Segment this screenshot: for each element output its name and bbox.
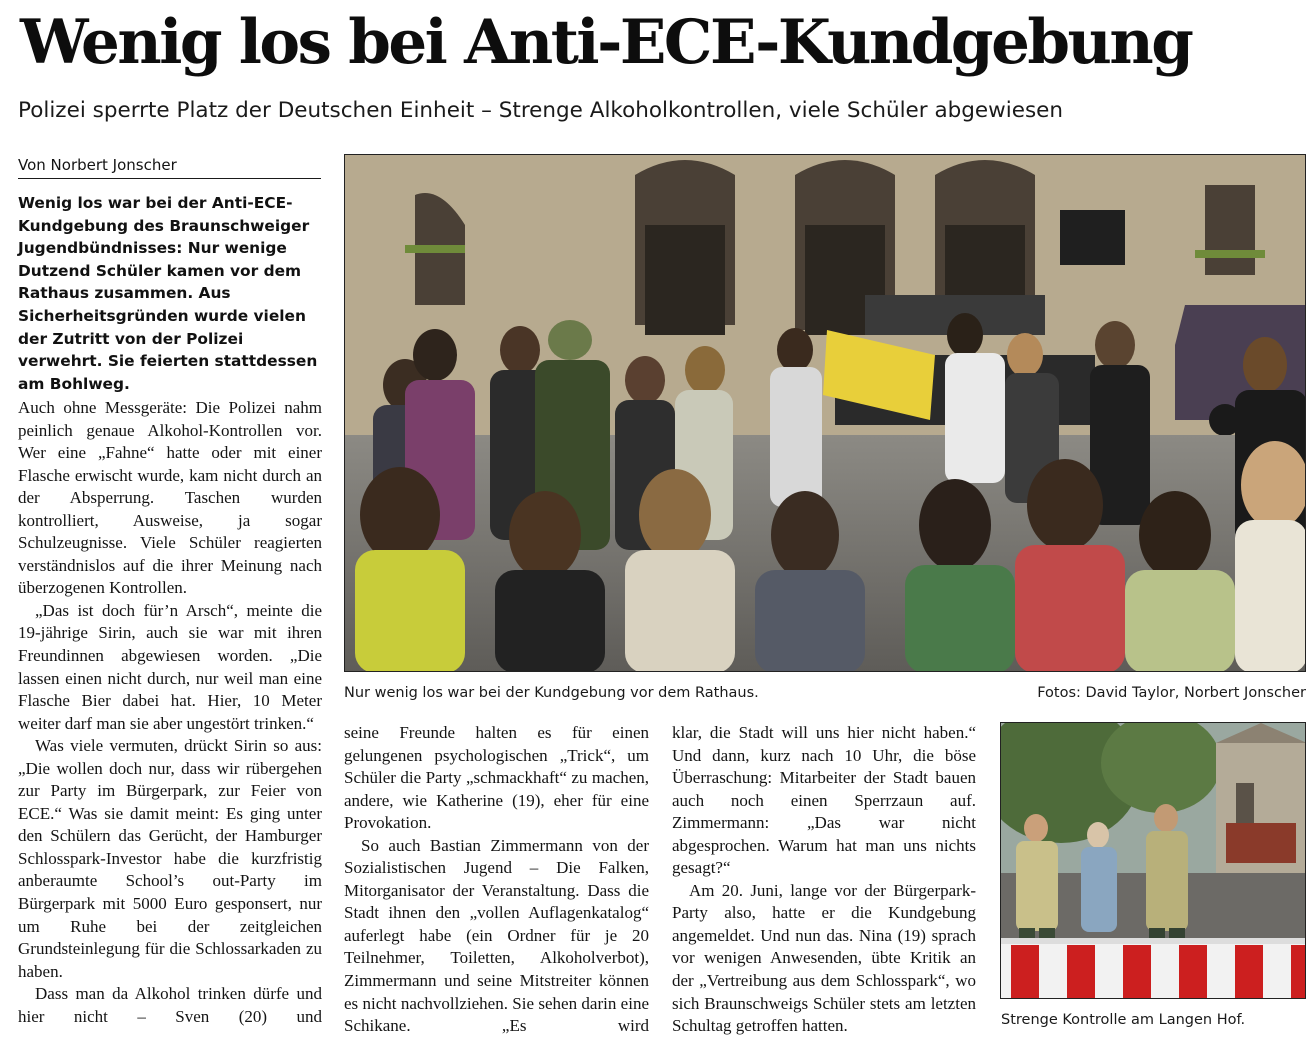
body-column-1 <box>18 397 322 1028</box>
body-paragraph: seine Freunde halten es für einen gelungenen psychologischen „Trick“, um Schüler die Party „schmackhaft“ zu machen, andere, wie Katherine (19), eher für eine Provokation. <box>344 723 649 833</box>
main-photo-caption: Nur wenig los war bei der Kundgebung vor dem Rathaus. <box>344 685 759 701</box>
body-paragraph: Dass man da Alkohol trinken dürfe und hier nicht – Sven (20) und <box>18 984 322 1026</box>
byline: Von Norbert Jonscher <box>18 156 177 174</box>
headline: Wenig los bei Anti-ECE-Kundgebung <box>20 7 1192 78</box>
body-column-2 <box>344 722 649 1038</box>
body-paragraph: Am 20. Juni, lange vor der Bürgerpark-Party also, hatte er die Kundgebung angemeldet. Und nun das. Nina (19) sprach vor wenigen Anwesenden, übte Kritik an der „Vertreibung aus dem Schlosspark“, wo sich Braunschweigs Schüler stets am letzten Schultag getroffen hatten. <box>672 880 976 1036</box>
subheadline: Polizei sperrte Platz der Deutschen Einheit – Strenge Alkoholkontrollen, viele Schüler abgewiesen <box>18 98 1063 123</box>
body-paragraph: „Das ist doch für’n Arsch“, meinte die 19-jährige Sirin, auch sie war mit ihren Freundinnen abgewiesen worden. „Die lassen einen nicht durch, nur weil man eine Flasche Bier dabei hat. Hier, 10 Meter weiter darf man sie aber ungestört trinken.“ <box>18 600 322 733</box>
body-paragraph: Auch ohne Messgeräte: Die Polizei nahm peinlich genaue Alkohol-Kontrollen vor. Wer eine „Fahne“ hatte oder mit einer Flasche erwischt wurde, kam nicht durch an der Absperrung. Taschen wurden kontrolliert, Ausweise, ja sogar Schulzeugnisse. Viele Schüler reagierten verständnislos auf die ihrer Meinung nach überzogenen Kontrollen. <box>18 398 322 598</box>
body-paragraph: klar, die Stadt will uns hier nicht haben.“ Und dann, kurz nach 10 Uhr, die böse Überraschung: Mitarbeiter der Stadt bauen auch noch einen Sperrzaun auf. Zimmermann: „Das war nicht abgesprochen. Warum hat man uns nichts gesagt?“ <box>672 723 976 878</box>
crowd-in-front-of-town-hall-image <box>345 155 1306 672</box>
lead-paragraph: Wenig los war bei der Anti-ECE-Kundgebung des Braunschweiger Jugendbündnisses: Nur wenige Dutzend Schüler kamen vor dem Rathaus zusammen. Aus Sicherheitsgründen wurde vielen der Zutritt von der Polizei verwehrt. Sie feierten stattdessen am Bohlweg. <box>18 194 318 393</box>
small-photo-caption: Strenge Kontrolle am Langen Hof. <box>1001 1012 1246 1028</box>
main-photo <box>344 154 1306 672</box>
byline-rule <box>18 178 321 179</box>
body-paragraph: So auch Bastian Zimmermann von der Sozialistischen Jugend – Die Falken, Mitorganisator der Veranstaltung. Dass die Stadt ihnen den „vollen Auflagenkatalog“ auferlegt habe (ein Ordner für je 20 Teilnehmer, Toiletten, Alkoholverbot), Zimmermann und seine Mitstreiter können es nicht nachvollziehen. Sie sehen darin eine Schikane. „Es wird <box>344 835 649 1036</box>
body-column-3 <box>672 722 976 1038</box>
body-paragraph: Was viele vermuten, drückt Sirin so aus: „Die wollen doch nur, dass wir rübergehen zur Party im Bürgerpark, zur Feier von ECE.“ Was sie damit meint: Es ging unter den Schülern das Gerücht, der Hamburger Schlosspark-Investor habe die kurzfristig anberaumte School’s out-Party im Bürgerpark mit 5000 Euro gesponsert, nur um Ruhe bei der zeitgleichen Grundsteinlegung für die Schlossarkaden zu haben. <box>18 736 322 981</box>
small-photo <box>1000 722 1306 999</box>
photo-credit: Fotos: David Taylor, Norbert Jonscher <box>1037 685 1306 701</box>
police-checkpoint-image <box>1001 723 1306 999</box>
